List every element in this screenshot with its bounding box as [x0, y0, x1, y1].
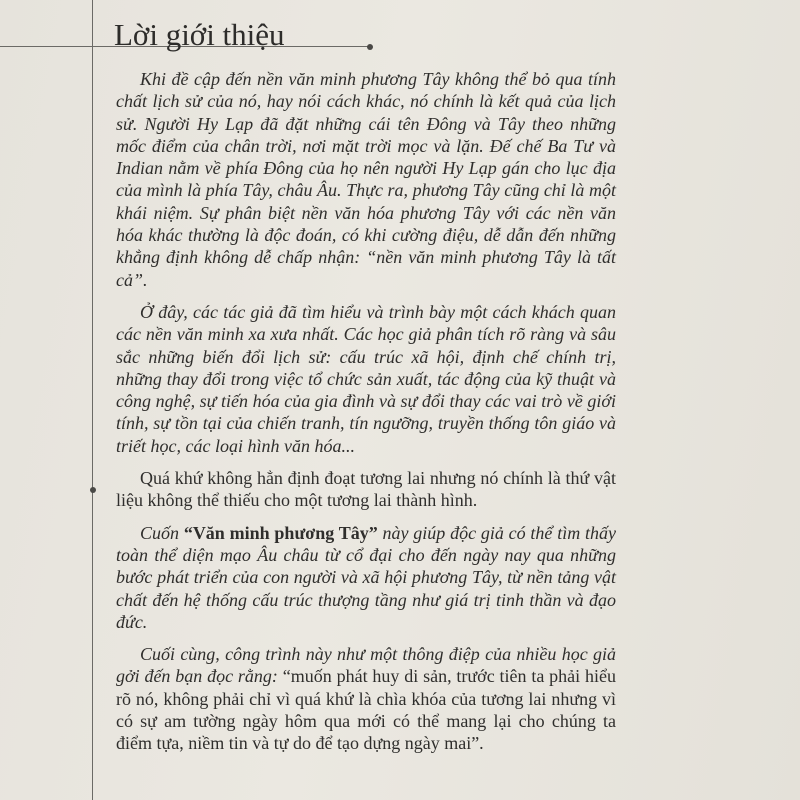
paragraph-4-lead: Cuốn — [140, 522, 184, 543]
paragraph-4 — [116, 522, 616, 633]
page-title: Lời giới thiệu — [114, 16, 285, 52]
paragraph-5 — [116, 643, 616, 754]
paragraph-1: Khi đề cập đến nền văn minh phương Tây không thể bỏ qua tính chất lịch sử của nó, hay nói cách khác, nó chính là kết quả của lịch sử. Người Hy Lạp đã đặt những cái tên Đông và Tây theo những mốc điểm của chân trời, nơi mặt trời mọc và lặn. Đế chế Ba Tư và Indian nằm về phía Đông của họ nên người Hy Lạp gán cho lục địa của mình là phía Tây, châu Âu. Thực ra, phương Tây cũng chỉ là một khái niệm. Sự phân biệt nền văn hóa phương Tây với các nền văn hóa khác thường là độc đoán, có khi cường điệu, dễ dẫn đến những khẳng định không dễ chấp nhận: “nền văn minh phương Tây là tất cả”. — [116, 69, 616, 290]
paragraph-5-quote: “muốn phát huy di sản, trước tiên ta phải hiểu rõ nó, không phải chỉ vì quá khứ là chìa khóa của tương lai nhưng vì có sự am tường ngày hôm qua mới có thể mang lại cho chúng ta điểm tựa, niềm tin và tự do để tạo dựng ngày mai”. — [116, 666, 616, 754]
margin-dot — [90, 487, 96, 493]
rule-end-dot — [367, 44, 373, 50]
introduction-body — [116, 68, 616, 755]
paragraph-2: Ở đây, các tác giả đã tìm hiểu và trình bày một cách khách quan các nền văn minh xa xưa nhất. Các học giả phân tích rõ ràng và sâu sắc những biến đổi lịch sử: cấu trúc xã hội, định chế chính trị, những thay đổi trong việc tổ chức sản xuất, tác động của kỹ thuật và công nghệ, sự tiến hóa của gia đình và sự đổi thay các vai trò về giới tính, sự tồn tại của chiến tranh, tín ngưỡng, truyền thống tôn giáo và triết học, các loại hình văn hóa... — [116, 301, 616, 456]
vertical-rule — [92, 0, 93, 800]
paragraph-3: Quá khứ không hẳn định đoạt tương lai nhưng nó chính là thứ vật liệu không thể thiếu cho một tương lai thành hình. — [116, 468, 616, 511]
paragraph-5-lead: Cuối cùng, công trình này như một thông điệp của nhiều học giả gởi đến bạn đọc rằng: — [116, 644, 616, 687]
book-title: “Văn minh phương Tây” — [183, 522, 378, 543]
paragraph-4-text: này giúp độc giả có thể tìm thấy toàn thể diện mạo Âu châu từ cổ đại cho đến ngày nay qua những bước phát triển của con người và xã hội phương Tây, từ nền tảng vật chất đến hệ thống cấu trúc thượng tầng như giá trị tinh thần và đạo đức. — [116, 522, 616, 632]
